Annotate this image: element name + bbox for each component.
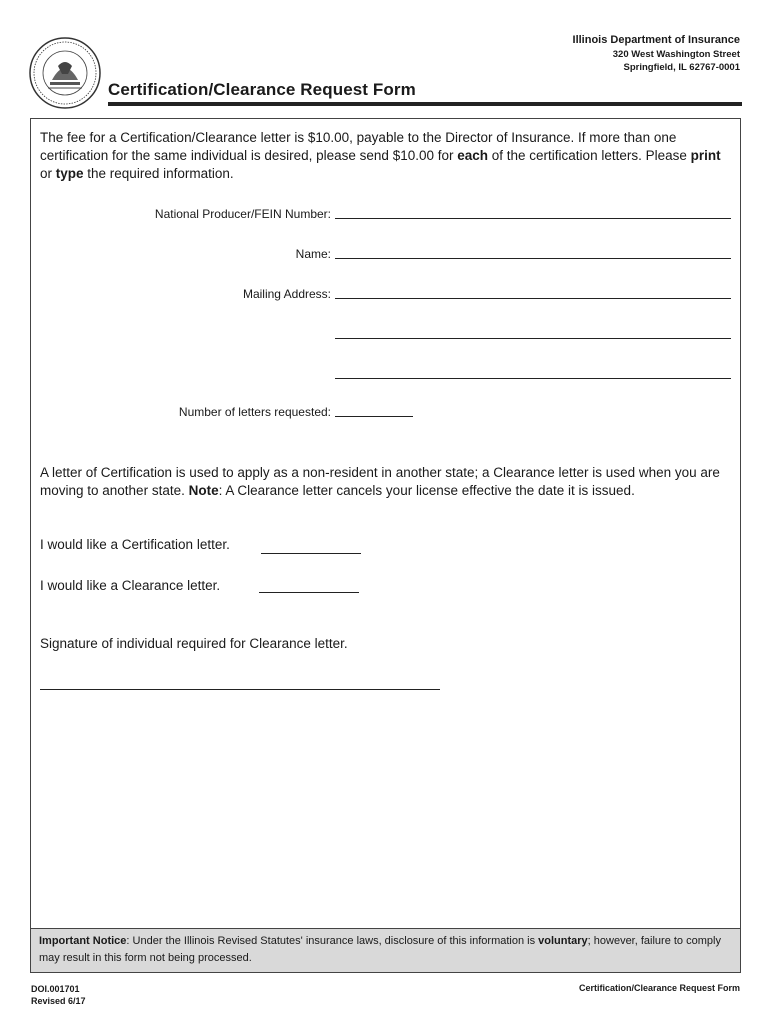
explanation-text-2: : A Clearance letter cancels your license effective the date it is issued.: [218, 483, 635, 498]
producer-number-label: National Producer/FEIN Number:: [154, 207, 331, 221]
intro-text-1: The fee for a Certification/Clearance letter is $10.00, payable to the Director of Insurance. If more than one certification for the same individual is desired, please send $10.00 for: [40, 130, 677, 163]
intro-text-3: or: [40, 166, 56, 181]
address-line-2: Springfield, IL 62767-0001: [623, 62, 740, 73]
signature-field[interactable]: [40, 689, 440, 690]
mailing-address-field-line-3[interactable]: [335, 378, 731, 379]
revision-date: Revised 6/17: [31, 996, 86, 1006]
form-title: Certification/Clearance Request Form: [108, 80, 416, 99]
explanation-bold-note: Note: [188, 483, 219, 498]
explanation-text-1: A letter of Certification is used to apply as a non-resident in another state; a Clearance letter is used when you are moving to another state.: [40, 465, 720, 498]
mailing-address-field-line-1[interactable]: [335, 298, 731, 299]
address-line-1: 320 West Washington Street: [612, 49, 740, 60]
explanation-paragraph: [40, 464, 731, 500]
notice-text-2: ; however, failure to comply may result in this form not being processed.: [39, 935, 721, 964]
form-number: DOI.001701: [31, 984, 80, 994]
letters-requested-label: Number of letters requested:: [178, 405, 331, 419]
clearance-option-label: I would like a Clearance letter.: [40, 578, 221, 593]
footer-form-name: Certification/Clearance Request Form: [578, 983, 740, 993]
agency-name: Illinois Department of Insurance: [572, 34, 740, 46]
notice-bold-heading: Important Notice: [39, 935, 127, 947]
notice-text-1: : Under the Illinois Revised Statutes' insurance laws, disclosure of this information is: [126, 935, 539, 947]
intro-text-4: the required information.: [83, 166, 234, 181]
certification-option-field[interactable]: [261, 553, 361, 554]
signature-label: Signature of individual required for Clearance letter.: [40, 636, 348, 651]
form-number-block: [31, 983, 86, 1007]
important-notice: [31, 928, 740, 972]
title-rule: [108, 102, 742, 106]
producer-number-field[interactable]: [335, 218, 731, 219]
notice-bold-voluntary: voluntary: [538, 935, 588, 947]
intro-text-2: of the certification letters. Please: [488, 148, 691, 163]
agency-address-block: [573, 33, 740, 74]
intro-bold-print: print: [690, 148, 721, 163]
letters-requested-field[interactable]: [335, 416, 413, 417]
mailing-address-label: Mailing Address:: [242, 287, 331, 301]
clearance-option-field[interactable]: [259, 592, 359, 593]
form-body: [30, 118, 741, 973]
name-label: Name:: [295, 247, 331, 261]
intro-bold-each: each: [457, 148, 489, 163]
intro-bold-type: type: [55, 166, 84, 181]
mailing-address-field-line-2[interactable]: [335, 338, 731, 339]
certification-option-label: I would like a Certification letter.: [40, 537, 230, 552]
intro-paragraph: [40, 129, 731, 183]
name-field[interactable]: [335, 258, 731, 259]
illinois-state-seal-icon: [28, 36, 102, 110]
